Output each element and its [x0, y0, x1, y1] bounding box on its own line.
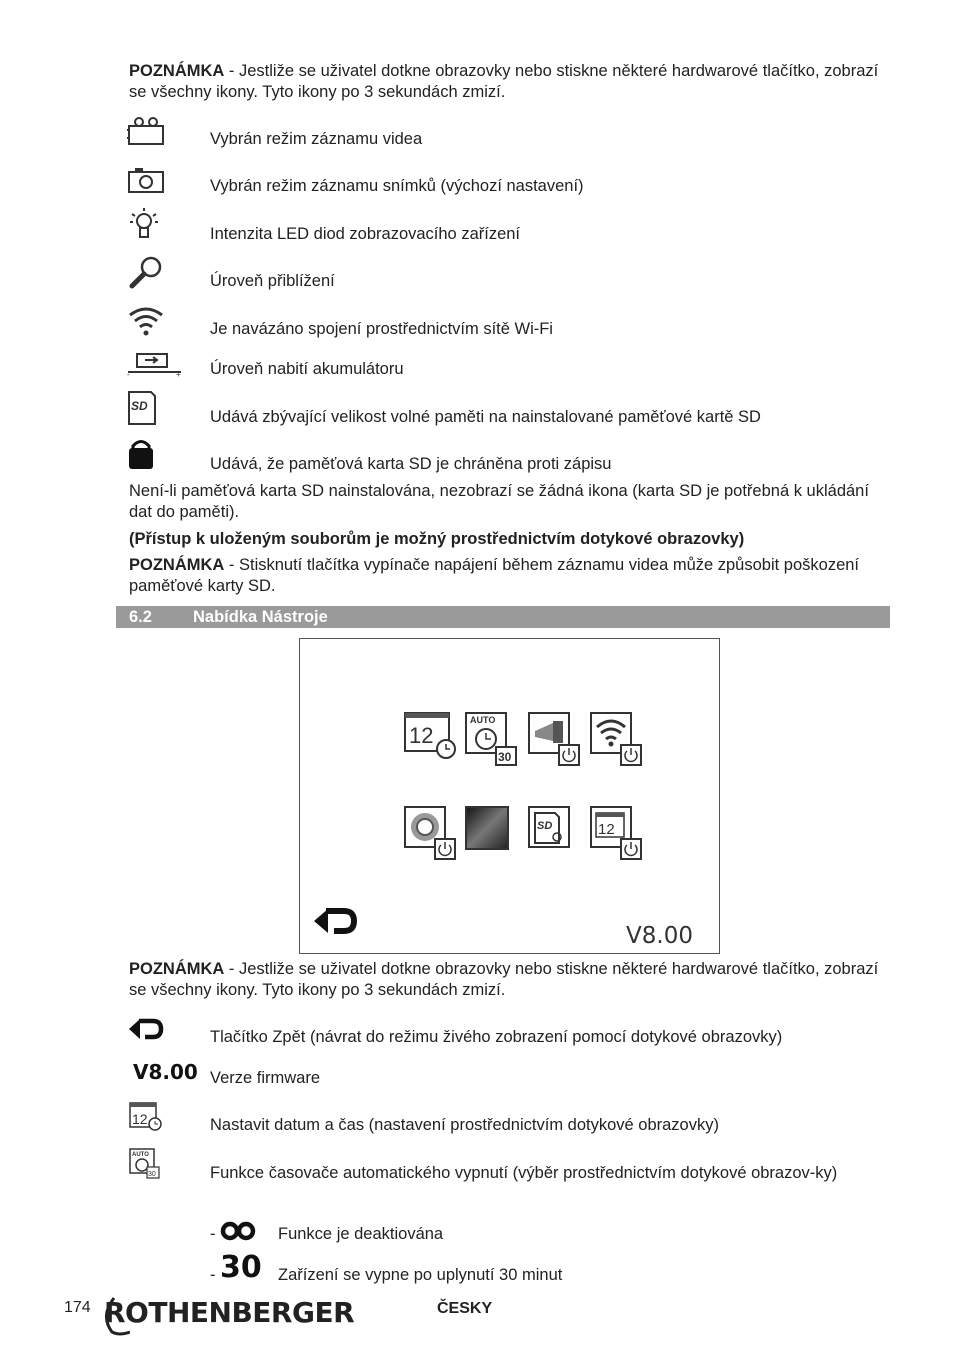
- lock-icon: [127, 437, 167, 473]
- svg-text:30: 30: [498, 750, 512, 764]
- note-paragraph: POZNÁMKA - Stisknutí tlačítka vypínače napájení během záznamu videa může způsobit poškození paměťové karty SD.: [129, 556, 860, 595]
- brand-logo: ROTHENBERGER: [104, 1296, 355, 1329]
- icon-label: Vybrán režim záznamu videa: [210, 130, 423, 148]
- suboption-dash: -: [210, 1225, 216, 1243]
- svg-text:SD: SD: [537, 820, 553, 832]
- icon-label: Tlačítko Zpět (návrat do režimu živého zobrazení pomocí dotykové obrazovky): [210, 1028, 783, 1046]
- icon-label: Úroveň přiblížení: [210, 272, 335, 290]
- section-header: [116, 606, 890, 628]
- svg-text:SD: SD: [131, 399, 148, 413]
- section-number: 6.2: [129, 608, 152, 626]
- auto-off-timer-icon[interactable]: [464, 711, 520, 769]
- language-label: ČESKY: [437, 1300, 493, 1317]
- suboption-label: Funkce je deaktiována: [278, 1225, 444, 1243]
- svg-text:AUTO: AUTO: [470, 715, 496, 725]
- paragraph-access: (Přístup k uloženým souborům je možný prostřednictvím dotykové obrazovky): [129, 530, 745, 548]
- note-paragraph: POZNÁMKA - Jestliže se uživatel dotkne obrazovky nebo stiskne některé hardwarové tlačítko, zobrazí se všechny ikony. Tyto ikony po 3 sekundách zmizí.: [129, 62, 879, 101]
- icon-label: Úroveň nabití akumulátoru: [210, 360, 404, 378]
- tools-menu-screen: [299, 638, 720, 954]
- auto-off-timer-icon: [127, 1147, 167, 1183]
- wifi-power-icon[interactable]: [589, 711, 645, 769]
- svg-text:12: 12: [598, 821, 615, 838]
- svg-text:AUTO: AUTO: [132, 1152, 149, 1158]
- icon-label: Vybrán režim záznamu snímků (výchozí nastavení): [210, 177, 584, 195]
- back-arrow-icon: [127, 1013, 167, 1049]
- battery-icon: [127, 350, 183, 386]
- back-arrow-icon[interactable]: [312, 901, 358, 948]
- icon-label: Verze firmware: [210, 1069, 321, 1087]
- infinity-icon: [220, 1221, 256, 1246]
- svg-text:12: 12: [132, 1111, 148, 1127]
- paragraph-no-sd: Není-li paměťová karta SD nainstalována, nezobrazí se žádná ikona (karta SD je potřebná k ukládání dat do paměti).: [129, 482, 869, 521]
- camera-icon: [127, 166, 167, 202]
- suboption-label: Zařízení se vypne po uplynutí 30 minut: [278, 1266, 563, 1284]
- date-stamp-icon[interactable]: [589, 805, 645, 863]
- sd-format-icon[interactable]: [527, 805, 583, 863]
- svg-text:12: 12: [409, 723, 434, 748]
- icon-label: Je navázáno spojení prostřednictvím sítě Wi-Fi: [210, 320, 553, 338]
- suboption-dash: -: [210, 1266, 216, 1284]
- page-number: 174: [64, 1299, 91, 1316]
- icon-label: Nastavit datum a čas (nastavení prostřednictvím dotykové obrazovky): [210, 1116, 719, 1134]
- display-icon[interactable]: [464, 805, 520, 863]
- svg-text:-: -: [127, 370, 130, 378]
- led-power-icon[interactable]: [527, 711, 583, 769]
- video-camera-icon: [127, 116, 167, 152]
- svg-text:30: 30: [148, 1171, 156, 1178]
- thirty-icon: 30: [220, 1250, 262, 1285]
- date-time-icon[interactable]: [403, 711, 459, 769]
- tv-out-icon[interactable]: [403, 805, 459, 863]
- firmware-version: V8.00: [626, 923, 693, 949]
- magnifier-icon: [127, 255, 167, 291]
- svg-text:+: +: [176, 370, 181, 378]
- note-paragraph: POZNÁMKA - Jestliže se uživatel dotkne obrazovky nebo stiskne některé hardwarové tlačítko, zobrazí se všechny ikony. Tyto ikony po 3 sekundách zmizí.: [129, 960, 879, 999]
- icon-label: Udává zbývající velikost volné paměti na nainstalované paměťové kartě SD: [210, 408, 761, 426]
- icon-label: Udává, že paměťová karta SD je chráněna proti zápisu: [210, 455, 612, 473]
- date-time-icon: [127, 1100, 167, 1136]
- firmware-version-icon: V8.00: [133, 1060, 198, 1084]
- section-title: Nabídka Nástroje: [193, 608, 328, 626]
- led-bulb-icon: [127, 206, 167, 242]
- icon-label: Funkce časovače automatického vypnutí (výběr prostřednictvím dotykové obrazov-ky): [210, 1164, 838, 1182]
- icon-label: Intenzita LED diod zobrazovacího zařízení: [210, 225, 521, 243]
- sd-card-icon: [127, 390, 167, 426]
- wifi-icon: [127, 305, 167, 341]
